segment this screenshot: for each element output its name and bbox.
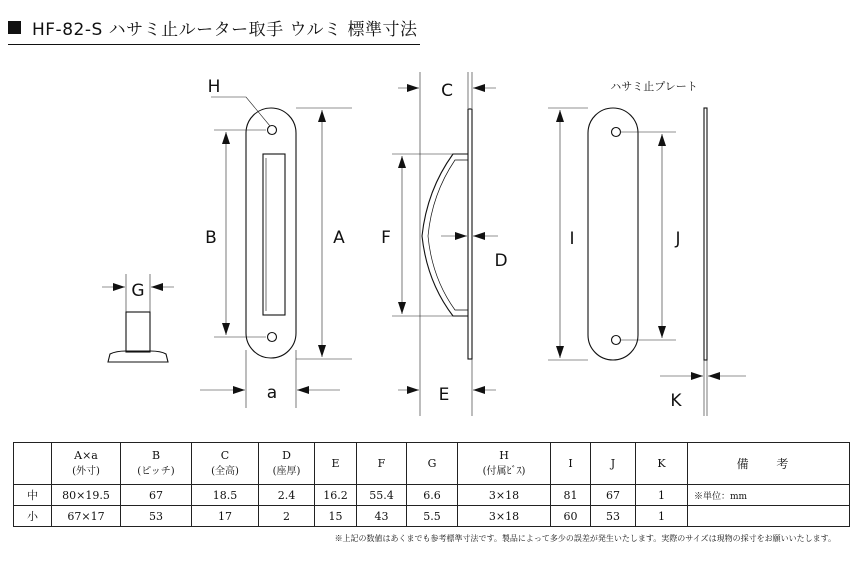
plate-caption: ハサミ止プレート bbox=[610, 80, 698, 93]
table-cell: 17 bbox=[192, 506, 259, 527]
header-cell: I bbox=[551, 443, 591, 485]
table-cell: 16.2 bbox=[315, 485, 357, 506]
header-cell: G bbox=[407, 443, 458, 485]
header-cell: A×a (外寸) bbox=[52, 443, 121, 485]
table-row bbox=[14, 485, 850, 506]
header-cell: B (ピッチ) bbox=[121, 443, 192, 485]
front-view-dimensions bbox=[200, 97, 352, 408]
side-plate bbox=[468, 109, 472, 359]
side-profile-inner bbox=[428, 160, 468, 310]
clamp-hole-top bbox=[612, 128, 621, 137]
table-cell: 1 bbox=[636, 485, 688, 506]
clamp-plate-edge bbox=[704, 108, 707, 360]
table-cell: 6.6 bbox=[407, 485, 458, 506]
title-text: HF-82-S ハサミ止ルーター取手 ウルミ 標準寸法 bbox=[32, 19, 418, 40]
label-c: C bbox=[441, 81, 453, 101]
table-cell: 2 bbox=[259, 506, 315, 527]
post-flange bbox=[108, 351, 168, 362]
dimension-table bbox=[13, 442, 850, 527]
clamp-plate-outline bbox=[588, 108, 638, 360]
clamp-plate-view bbox=[588, 108, 707, 360]
row-remarks: ※単位：mm bbox=[688, 485, 850, 506]
label-d: D bbox=[494, 251, 508, 271]
table-cell: 53 bbox=[121, 506, 192, 527]
header-cell: F bbox=[357, 443, 407, 485]
post-body bbox=[126, 312, 150, 352]
screw-hole-top bbox=[268, 126, 277, 135]
side-view-dimensions bbox=[392, 72, 498, 416]
row-size: 中 bbox=[14, 485, 52, 506]
table-cell: 55.4 bbox=[357, 485, 407, 506]
table-cell: 5.5 bbox=[407, 506, 458, 527]
label-j: J bbox=[675, 229, 681, 249]
table-cell: 3×18 bbox=[458, 485, 551, 506]
label-f: F bbox=[381, 228, 391, 248]
label-e: E bbox=[438, 385, 450, 405]
header-size bbox=[14, 443, 52, 485]
table-cell: 67 bbox=[121, 485, 192, 506]
table-cell: 1 bbox=[636, 506, 688, 527]
footnote: ※上記の数値はあくまでも参考標準寸法です。製品によって多少の誤差が発生いたします。実際のサイズは現物の採寸をお願いいたします。 bbox=[334, 534, 836, 543]
label-h: H bbox=[207, 77, 221, 97]
row-remarks bbox=[688, 506, 850, 527]
header-cell: J bbox=[591, 443, 636, 485]
table-cell: 18.5 bbox=[192, 485, 259, 506]
screw-hole-bottom bbox=[268, 333, 277, 342]
table-header-row bbox=[14, 443, 850, 485]
header-cell: K bbox=[636, 443, 688, 485]
handle-front-view bbox=[246, 108, 296, 358]
table-cell: 15 bbox=[315, 506, 357, 527]
table-cell: 60 bbox=[551, 506, 591, 527]
label-a-small: a bbox=[266, 383, 278, 403]
table-row bbox=[14, 506, 850, 527]
leader-h bbox=[211, 97, 270, 126]
table-cell: 81 bbox=[551, 485, 591, 506]
handle-side-view bbox=[422, 109, 472, 359]
table-cell: 43 bbox=[357, 506, 407, 527]
table-cell: 3×18 bbox=[458, 506, 551, 527]
table-cell: 80×19.5 bbox=[52, 485, 121, 506]
header-remarks: 備 考 bbox=[688, 443, 850, 485]
label-b: B bbox=[205, 228, 217, 248]
table-cell: 53 bbox=[591, 506, 636, 527]
clamp-hole-bottom bbox=[612, 336, 621, 345]
label-k: K bbox=[670, 391, 682, 411]
label-g: G bbox=[131, 281, 145, 301]
clamp-view-dimensions bbox=[548, 108, 746, 416]
label-a: A bbox=[333, 228, 345, 248]
header-cell: C (全高) bbox=[192, 443, 259, 485]
side-profile-outer bbox=[422, 154, 468, 316]
table-cell: 67 bbox=[591, 485, 636, 506]
header-cell: H (付属ﾋﾞｽ) bbox=[458, 443, 551, 485]
header-cell: E bbox=[315, 443, 357, 485]
base-post-view bbox=[108, 312, 168, 362]
label-i: I bbox=[569, 229, 575, 249]
row-size: 小 bbox=[14, 506, 52, 527]
table-cell: 67×17 bbox=[52, 506, 121, 527]
header-cell: D (座厚) bbox=[259, 443, 315, 485]
table-cell: 2.4 bbox=[259, 485, 315, 506]
handle-plate-outline bbox=[246, 108, 296, 358]
